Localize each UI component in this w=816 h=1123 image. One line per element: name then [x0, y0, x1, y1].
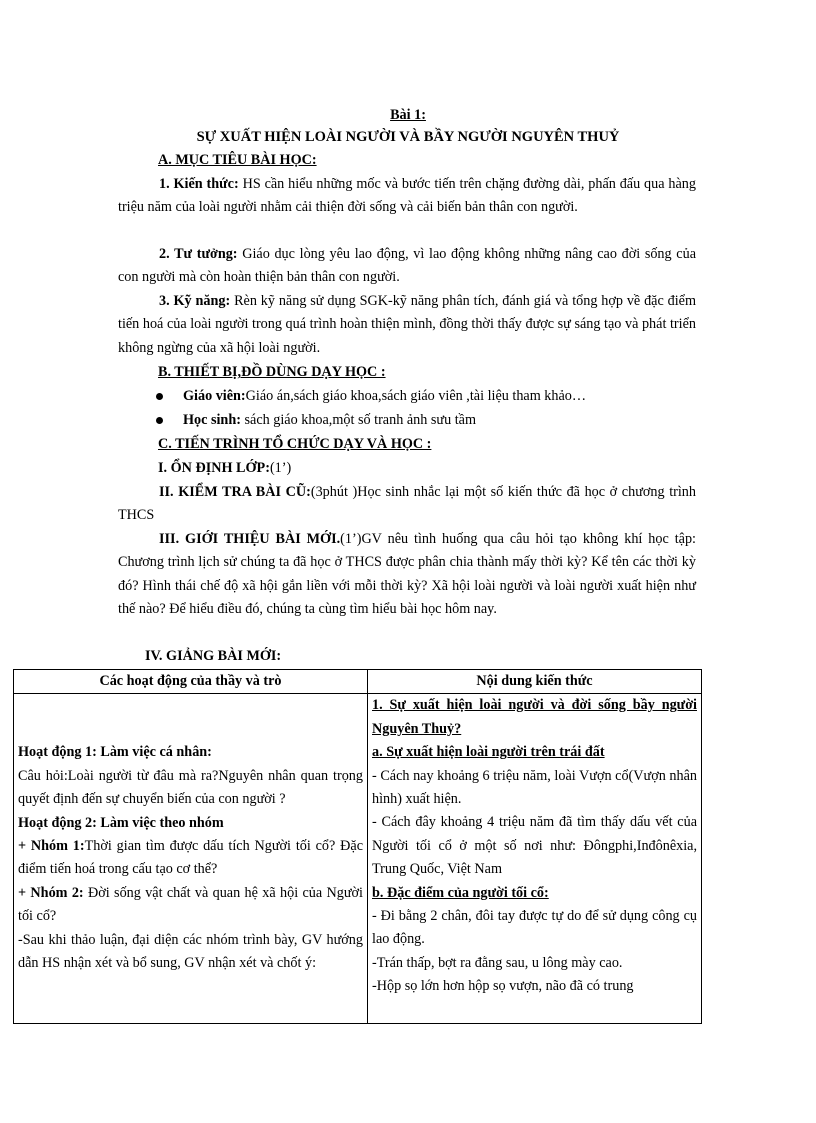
table-header-content: Nội dung kiến thức	[368, 670, 702, 694]
table-header-activities: Các hoạt động của thầy và trò	[14, 670, 368, 694]
content-sub-a: a. Sự xuất hiện loài người trên trái đất	[372, 744, 605, 761]
table-row	[14, 694, 702, 1024]
activity1-text: Câu hỏi:Loài người từ đâu mà ra?Nguyên nhân quan trọng quyết định đến sự chuyển biến của con người ?	[18, 767, 363, 808]
knowledge-text: HS cần hiểu những mốc và bước tiến trên chặng đường dài, phấn đấu qua hàng triệu năm của loài người nhằm cải thiện đời sống và cải biến bản thân con người.	[118, 176, 696, 216]
knowledge-paragraph	[118, 173, 696, 220]
content-a-item2: - Cách đây khoảng 4 triệu năm đã tìm thấy dấu vết của Người tối cổ ở một số nơi như: Đôngphi,Inđônêxia, Trung Quốc, Việt Nam	[372, 814, 697, 878]
activity1-label: Hoạt động 1: Làm việc cá nhân:	[18, 744, 212, 761]
content-b-item3: -Hộp sọ lớn hơn hộp sọ vượn, não đã có trung	[372, 978, 634, 995]
section-c-heading: C. TIẾN TRÌNH TỔ CHỨC DẠY VÀ HỌC :	[158, 436, 432, 452]
section-b-heading: B. THIẾT BỊ,ĐỒ DÙNG DẠY HỌC :	[158, 364, 386, 380]
step2-paragraph: II. KIỂM TRA BÀI CŨ:(3phút )Học sinh nhắc lại một số kiến thức đã học ở chương trình THCS	[118, 484, 696, 524]
document-page: Bài 1: SỰ XUẤT HIỆN LOÀI NGƯỜI VÀ BẦY NGƯỜI NGUYÊN THUỶ A. MỤC TIÊU BÀI HỌC: 1. Kiến thức: HS cần hiểu những mốc và bước tiến trên chặng đường dài, phấn đấu qua hàng triệu năm của loài người nhằm cải thiện đời sống và cải biến bản thân con người. 2. Tư tưởng: Giáo dục lòng yêu lao động, vì lao động không những nâng cao đời sống của con người mà còn hoàn thiện bản thân con người. 3. Kỹ năng: Rèn kỹ năng sử dụng SGK-kỹ năng phân tích, đánh giá và tổng hợp về đặc điểm tiến hoá của loài người trong quá trình hoàn thiện mình, đồng thời thấy được sự sáng tạo và phát triển không ngừng của xã hội loài người. B. THIẾT BỊ,ĐỒ DÙNG DẠY HỌC : Giáo viên:Giáo án,sách giáo khoa,sách giáo viên ,tài liệu tham khảo… Học sinh: sách giáo khoa,một số tranh ảnh sưu tầm C. TIẾN TRÌNH TỔ CHỨC DẠY VÀ HỌC : I. ỔN ĐỊNH LỚP:(1’) II. KIỂM TRA BÀI CŨ:(3phút )Học sinh nhắc lại một số kiến thức đã học ở chương trình THCS III. GIỚI THIỆU BÀI MỚI.(1’)GV nêu tình huống qua câu hỏi tạo không khí học tập: Chương trình lịch sử chúng ta đã học ở THCS được phân chia thành mấy thời kỳ? Kể tên các thời kỳ đó? Hình thái chế độ xã hội gắn liền với mỗi thời kỳ? Xã hội loài người và loài người xuất hiện như thế nào? Để hiểu điều đó, chúng ta cùng tìm hiểu bài học hôm nay. IV. GIẢNG BÀI MỚI: Các hoạt động của thầy và trò Nội dung kiến thức Hoạt động 1: Làm việc cá nhân: Câu hỏi:Loài người từ đâu mà ra?Nguyên nhân quan trọng quyết định đến sự chuyển biến của con người ? Hoạt động 2: Làm việc theo nhóm + Nhóm 1:Thời gian tìm được dấu tích Người tối cổ? Đặc điểm tiến hoá trong cấu tạo cơ thể? + Nhóm 2: Đời sống vật chất và quan hệ xã hội của Người tối cổ? -Sau khi thảo luận, đại diện các nhóm trình bày, GV hướng dẫn HS nhận xét và bổ sung, GV nhận xét và chốt ý: 1. Sự xuất hiện loài người và đời sống bầy người Nguyên Thuỷ? a. Sự xuất hiện loài người trên trái đất - Cách nay khoảng 6 triệu năm, loài Vượn cổ(Vượn nhân hình) xuất hiện. - Cách đây khoảng 4 triệu năm đã tìm thấy dấu vết của Người tối cổ ở một số nơi như: Đôngphi,Inđônêxia, Trung Quốc, Việt Nam b. Đặc điểm của người tối cổ: - Đi bằng 2 chân, đôi tay được tự do để sử dụng công cụ lao động. -Trán thấp, bợt ra đằng sau, u lông mày cao. -Hộp sọ lớn hơn hộp sọ vượn, não đã có trung	[0, 0, 816, 1123]
lesson-table	[13, 669, 702, 1024]
step1-paragraph: I. ỔN ĐỊNH LỚP:(1’)	[158, 460, 292, 476]
skill-text: Rèn kỹ năng sử dụng SGK-kỹ năng phân tích, đánh giá và tổng hợp về đặc điểm tiến hoá của loài người trong quá trình hoàn thiện mình, đồng thời thấy được sự sáng tạo và phát triển không ngừng của xã hội loài người.	[118, 293, 697, 356]
content-b-item1: - Đi bằng 2 chân, đôi tay được tự do để sử dụng công cụ lao động.	[372, 908, 697, 948]
content-a-item1: - Cách nay khoảng 6 triệu năm, loài Vượn cổ(Vượn nhân hình) xuất hiện.	[372, 767, 697, 808]
summary-text: -Sau khi thảo luận, đại diện các nhóm trình bày, GV hướng dẫn HS nhận xét và bổ sung, GV nhận xét và chốt ý:	[18, 931, 363, 972]
group1-paragraph: + Nhóm 1:Thời gian tìm được dấu tích Người tối cổ? Đặc điểm tiến hoá trong cấu tạo cơ thể?	[18, 838, 363, 878]
step1-label: I. ỔN ĐỊNH LỚP:	[158, 460, 270, 476]
group2-paragraph: + Nhóm 2: Đời sống vật chất và quan hệ xã hội của Người tối cổ?	[18, 884, 363, 925]
step2-label: II. KIỂM TRA BÀI CŨ:	[159, 484, 311, 500]
section-a-heading: A. MỤC TIÊU BÀI HỌC:	[158, 152, 317, 168]
step4-heading: IV. GIẢNG BÀI MỚI:	[145, 648, 282, 664]
skill-label: 3. Kỹ năng:	[159, 293, 231, 309]
content-sub-b: b. Đặc điểm của người tối cổ:	[372, 884, 549, 901]
lesson-number: Bài 1:	[390, 107, 426, 123]
content-cell	[368, 694, 702, 1024]
thought-label: 2. Tư tưởng:	[159, 246, 238, 262]
skill-paragraph	[118, 290, 696, 360]
activity2-label: Hoạt động 2: Làm việc theo nhóm	[18, 814, 224, 831]
content-b-item2: -Trán thấp, bợt ra đằng sau, u lông mày cao.	[372, 954, 623, 971]
bullet-icon	[156, 417, 163, 424]
thought-paragraph	[118, 243, 696, 290]
lesson-title: SỰ XUẤT HIỆN LOÀI NGƯỜI VÀ BẦY NGƯỜI NGUYÊN THUỶ	[196, 129, 620, 145]
step3-label: III. GIỚI THIỆU BÀI MỚI.	[159, 531, 341, 547]
table-header-row	[14, 670, 702, 694]
content-heading-1: 1. Sự xuất hiện loài người và đời sống bầy người Nguyên Thuỷ?	[372, 697, 697, 737]
step3-paragraph: III. GIỚI THIỆU BÀI MỚI.(1’)GV nêu tình huống qua câu hỏi tạo không khí học tập: Chương trình lịch sử chúng ta đã học ở THCS được phân chia thành mấy thời kỳ? Kể tên các thời kỳ đó? Hình thái chế độ xã hội gắn liền với mỗi thời kỳ? Xã hội loài người và loài người xuất hiện như thế nào? Để hiểu điều đó, chúng ta cùng tìm hiểu bài học hôm nay.	[118, 531, 696, 618]
bullet-icon	[156, 393, 163, 400]
knowledge-label: 1. Kiến thức:	[159, 176, 239, 192]
activities-cell	[14, 694, 368, 1024]
thought-text: Giáo dục lòng yêu lao động, vì lao động không những nâng cao đời sống của con người mà còn hoàn thiện bản thân con người.	[118, 246, 696, 286]
